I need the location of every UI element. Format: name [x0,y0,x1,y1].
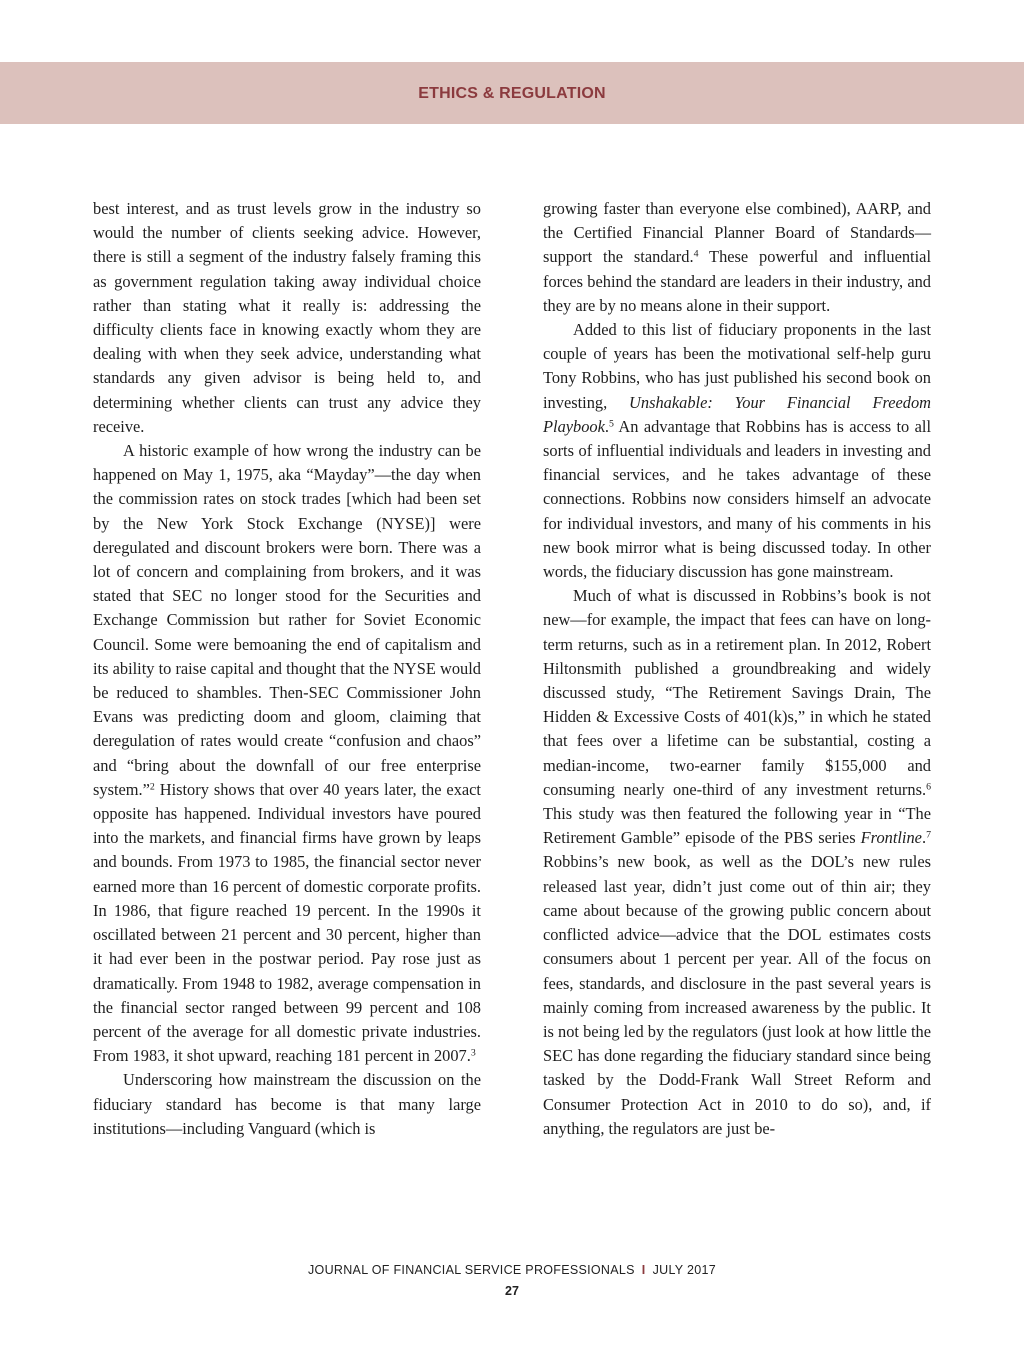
paragraph [543,584,931,1141]
paragraph-text: Robbins’s new book, as well as the DOL’s new rules released last year, didn’t just come out of thin air; they came about because of the growing public concern about conflicted advice—advice that the DOL estimates costs consumers about 1 percent per year. All of the focus on fees, standards, and disclosure in the past several years is mainly coming from increased awareness by the public. It is not being led by the regulators (just look at how little the SEC has done regarding the fiduciary standard since being tasked by the Dodd-Frank Wall Street Reform and Consumer Protection Act in 2010 to do so), and, if anything, the regulators are just be- [543,852,931,1138]
paragraph-text: An advantage that Robbins has is access to all sorts of influential individuals and leaders in investing and financial services, and he takes advantage of these connections. Robbins now considers himself an advocate for individual investors, and many of his comments in his new book mirror what is being discussed today. In other words, the fiduciary discussion has gone mainstream. [543,416,931,582]
paragraph [93,197,481,439]
footnote-marker: 7 [926,829,931,841]
paragraph-text: best interest, and as trust levels grow in the industry so would the number of clients seeking advice. However, there is still a segment of the industry falsely framing this as government regulation taking away individual choice rather than stating what it really is: addressing the difficulty clients face in knowing exactly whom they are dealing with when they seek advice, understanding what standards any given advisor is being held to, and determining whether clients can trust any advice they receive. [93,199,481,436]
paragraph-text: Underscoring how mainstream the discussion on the fiduciary standard has become is that many large institutions—including Vanguard (which is [93,1070,481,1138]
paragraph-text: . [921,828,927,848]
paragraph-text: These powerful and influential forces behind the standard are leaders in their industry, and they are by no means alone in their support. [543,247,931,315]
journal-name: JOURNAL OF FINANCIAL SERVICE PROFESSIONALS [308,1263,635,1277]
paragraph-text: growing faster than everyone else combined), AARP, and the Certified Financial Planner Board of Standards—support the standard. [543,199,931,267]
paragraph-text: . [604,416,610,436]
series-title: Frontline [860,828,922,848]
paragraph [93,439,481,1068]
footnote-marker: 5 [609,418,614,430]
paragraph [543,197,931,318]
footnote-marker: 4 [693,249,699,260]
right-column [543,197,931,1141]
paragraph [543,318,931,584]
paragraph-text: Added to this list of fiduciary proponents in the last couple of years has been the motivational self-help guru Tony Robbins, who has just published his second book on investing, [543,320,931,412]
footnote-marker: 6 [926,781,931,793]
paragraph-text: Much of what is discussed in Robbins’s book is not new—for example, the impact that fees can have on long-term returns, such as in a retirement plan. In 2012, Robert Hiltonsmith published a groundbreaking and widely discussed study, “The Retirement Savings Drain, The Hidden & Excessive Costs of 401(k)s,” in which he stated that fees over a lifetime can be substantial, costing a median-income, two-earner family $155,000 and consuming nearly one-third of any investment returns. [543,586,931,799]
section-title: ETHICS & REGULATION [418,85,606,102]
page-number: 27 [505,1284,519,1298]
book-title: Unshakable: Your Financial Freedom Playbook [543,392,932,436]
footer-journal-line [0,1262,1024,1278]
left-column [93,197,481,1141]
footer-separator: I [641,1263,646,1277]
paragraph-text: This study was then featured the following year in “The Retirement Gamble” episode of the PBS series [543,804,931,848]
paragraph-text: History shows that over 40 years later, the exact opposite has happened. Individual investors have poured into the markets, and financial firms have grown by leaps and bounds. From 1973 to 1985, the financial sector never earned more than 16 percent of domestic corporate profits. In 1986, that figure reached 19 percent. In the 1990s it oscillated between 21 percent and 30 percent, higher than it had ever been in the postwar period. Pay rose just as dramatically. From 1948 to 1982, average compensation in the financial sector ranged between 99 percent and 108 percent of the average for all domestic private industries. From 1983, it shot upward, reaching 181 percent in 2007. [93,779,481,1066]
footnote-marker: 3 [470,1047,476,1059]
footnote-marker: 2 [149,781,155,793]
paragraph [93,1068,481,1141]
paragraph-text: A historic example of how wrong the industry can be happened on May 1, 1975, aka “Mayday”—the day when the commission rates on stock trades [which had been set by the New York Stock Exchange (NYSE)] were deregulated and discount brokers were born. There was a lot of concern and complaining from brokers, and it was stated that SEC no longer stood for the Securities and Exchange Commission but rather for Soviet Economic Council. Some were bemoaning the end of capitalism and its ability to raise capital and thought that the NYSE would be reduced to shambles. Then-SEC Commissioner John Evans was predicting doom and gloom, claiming that deregulation of rates would create “confusion and chaos” and “bring about the downfall of our free enterprise system.” [93,441,481,799]
issue-date: JULY 2017 [652,1263,716,1277]
